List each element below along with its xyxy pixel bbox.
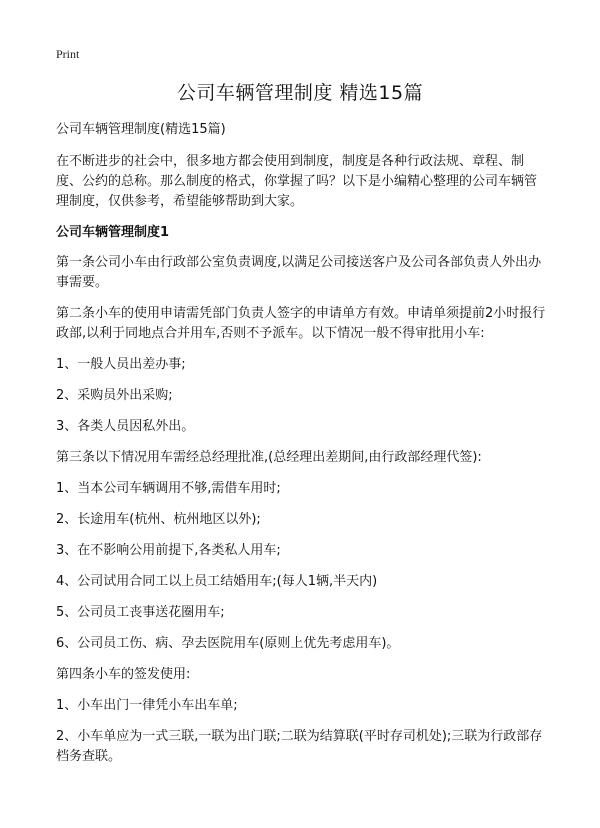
list-item: 1、当本公司车辆调用不够,需借车用时; — [56, 481, 281, 496]
paragraph: 第四条小车的签发使用: — [56, 667, 191, 682]
page-title: 公司车辆管理制度 精选15篇 — [176, 82, 424, 104]
list-item: 4、公司试用合同工以上员工结婚用车;(每人1辆,半天内) — [56, 574, 378, 589]
section-heading: 公司车辆管理制度1 — [56, 225, 170, 240]
intro-paragraph: 在不断进步的社会中，很多地方都会使用到制度，制度是各种行政法规、章程、制度、公约的总称。那么制度的格式，你掌握了吗？以下是小编精心整理的公司车辆管理制度，仅供参考，希望能够帮助到大家。 — [56, 154, 538, 209]
paragraph: 第一条公司小车由行政部公室负责调度,以满足公司接送客户及公司各部负责人外出办事需要。 — [56, 255, 542, 290]
list-item: 2、采购员外出采购; — [56, 388, 173, 403]
print-link[interactable]: Print — [56, 47, 80, 61]
list-item: 3、在不影响公用前提下,各类私人用车; — [56, 543, 281, 558]
document-body — [56, 120, 546, 778]
list-item: 3、各类人员因私外出。 — [56, 419, 195, 434]
list-item: 2、小车单应为一式三联,一联为出门联;二联为结算联(平时存司机处);三联为行政部存档务查联。 — [56, 729, 543, 764]
paragraph: 第二条小车的使用申请需凭部门负责人签字的申请单方有效。申请单须提前2小时报行政部,以利于同地点合并用车,否则不予派车。以下情况一般不得审批用小车: — [56, 306, 546, 341]
list-item: 2、长途用车(杭州、杭州地区以外); — [56, 512, 261, 527]
paragraph: 第三条以下情况用车需经总经理批准,(总经理出差期间,由行政部经理代签): — [56, 450, 482, 465]
list-item: 1、小车出门一律凭小车出车单; — [56, 698, 238, 713]
list-item: 1、一般人员出差办事; — [56, 357, 186, 372]
document-subtitle: 公司车辆管理制度(精选15篇) — [56, 122, 226, 137]
list-item: 5、公司员工丧事送花圈用车; — [56, 605, 225, 620]
list-item: 6、公司员工伤、病、孕去医院用车(原则上优先考虑用车)。 — [56, 636, 400, 651]
